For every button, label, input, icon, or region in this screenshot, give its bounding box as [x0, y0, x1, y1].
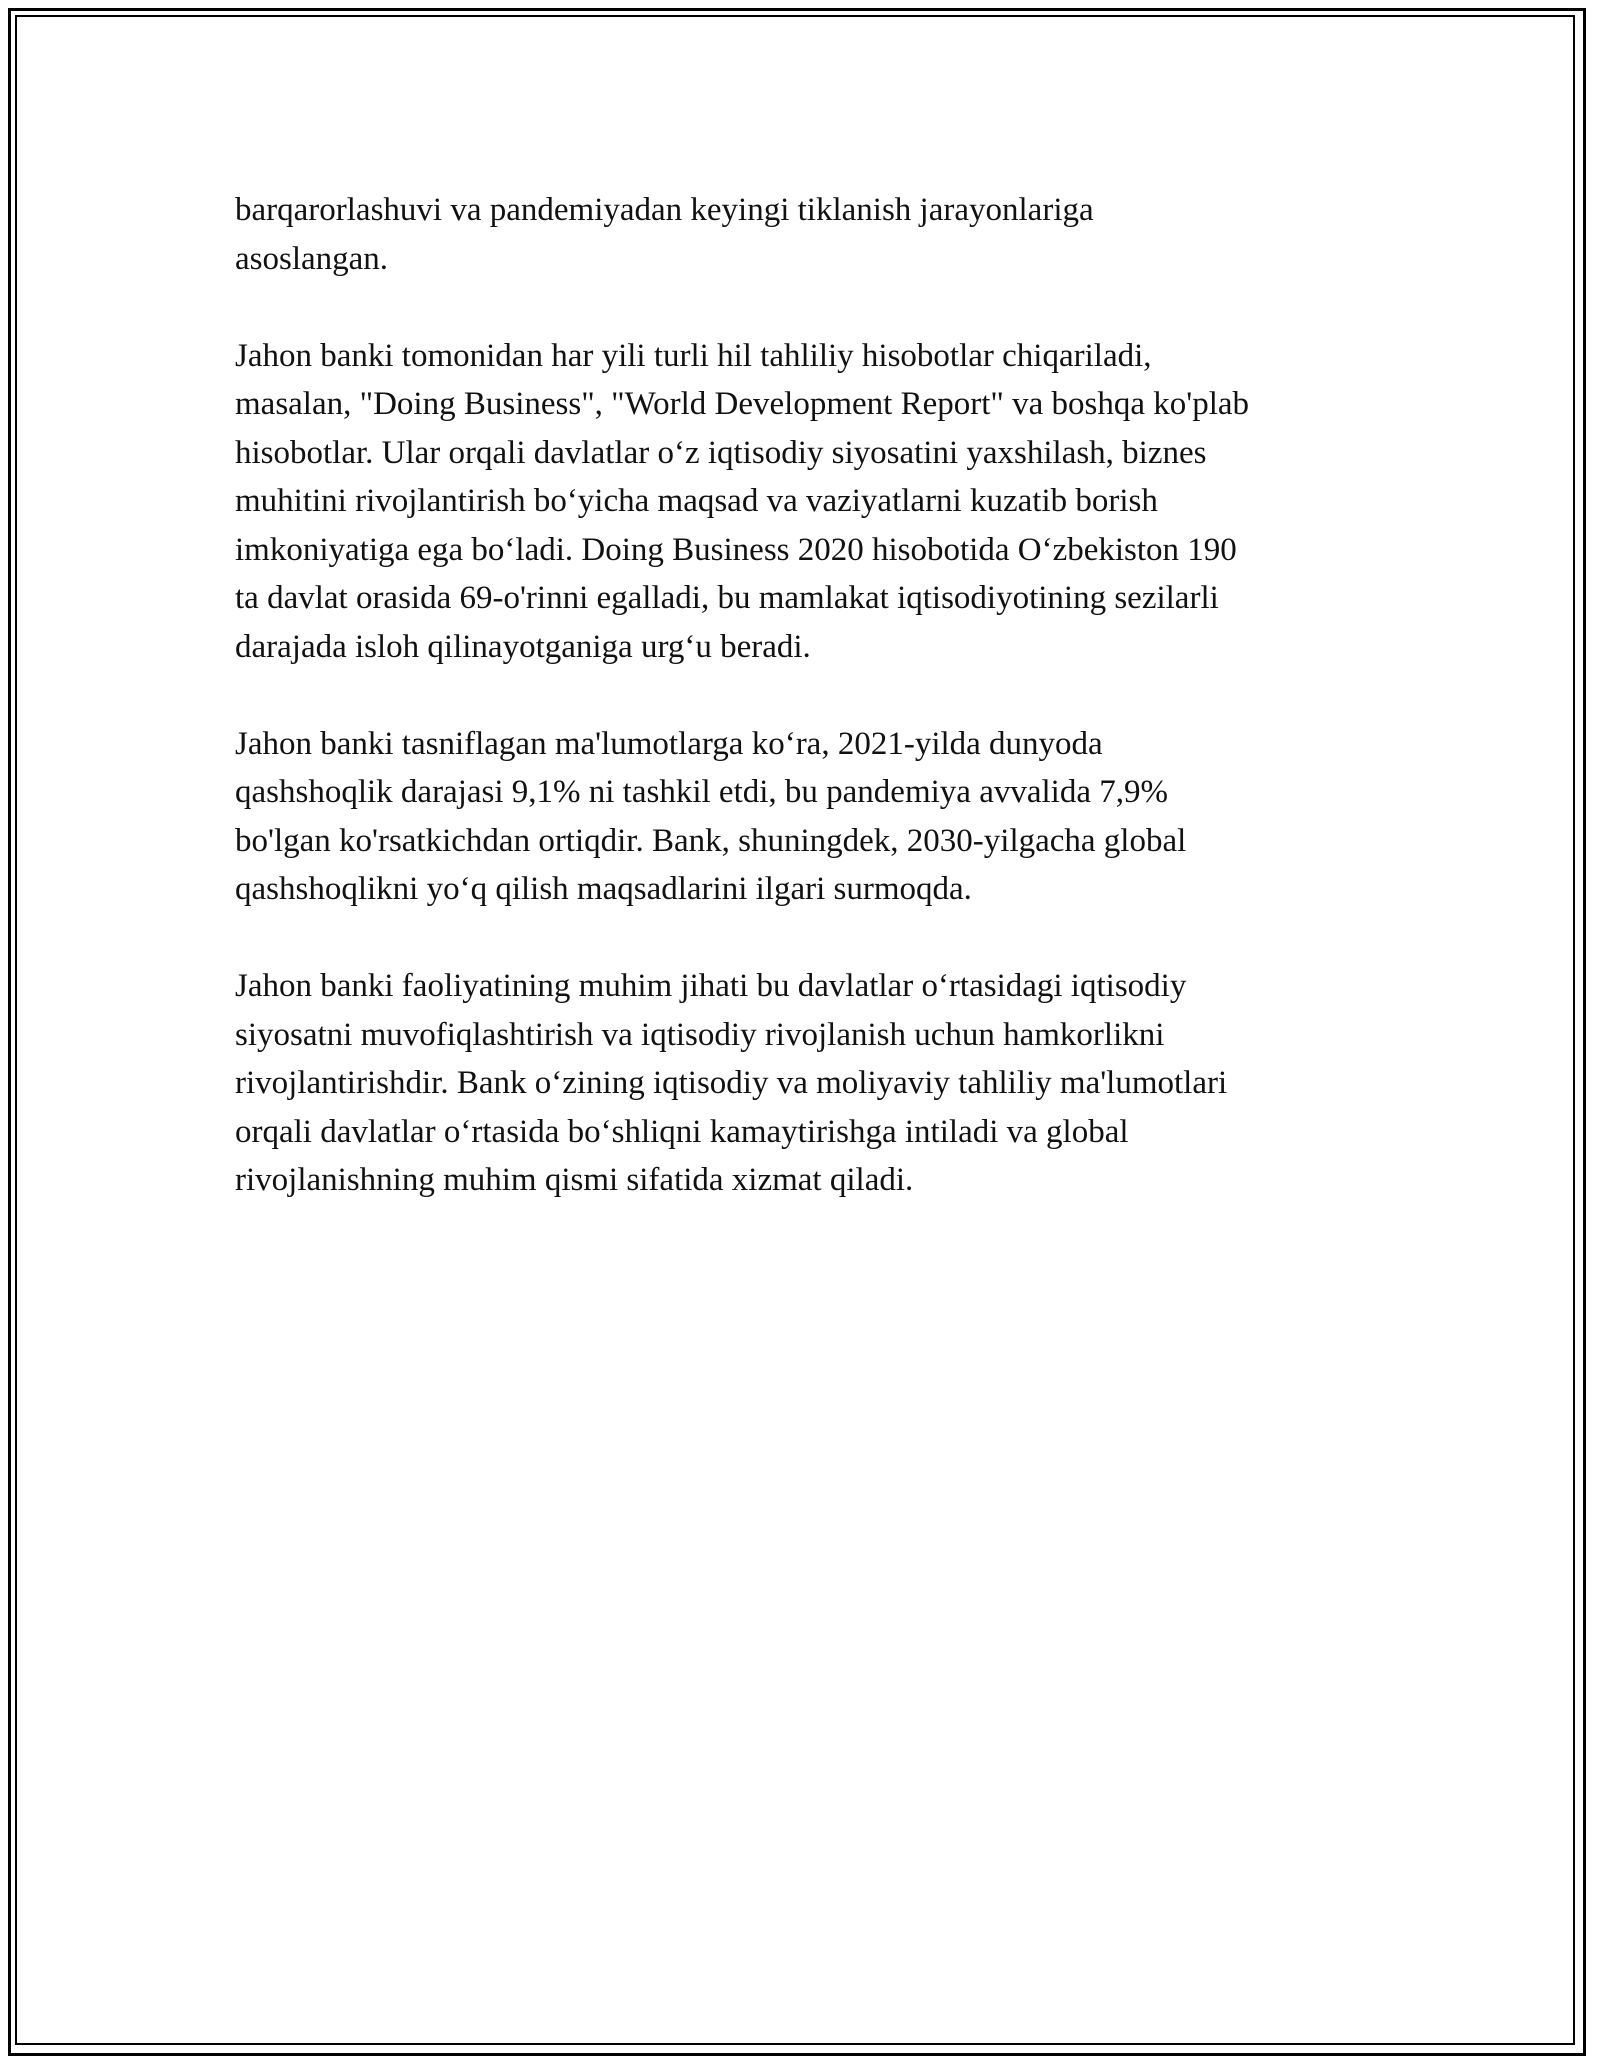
text-line: ta davlat orasida 69-o'rinni egalladi, bu mamlakat iqtisodiyotining sezilarli	[235, 580, 1219, 616]
text-line: muhitini rivojlantirish bo‘yicha maqsad va vaziyatlarni kuzatib borish	[235, 483, 1158, 519]
text-line: qashshoqlikni yo‘q qilish maqsadlarini ilgari surmoqda.	[235, 871, 972, 907]
paragraph-3	[235, 720, 1375, 914]
text-line: darajada isloh qilinayotganiga urg‘u beradi.	[235, 628, 811, 665]
text-line: hisobotlar. Ular orqali davlatlar o‘z iqtisodiy siyosatini yaxshilash, biznes	[235, 434, 1207, 471]
text-line: siyosatni muvofiqlashtirish va iqtisodiy rivojlanish uchun hamkorlikni	[235, 1016, 1165, 1053]
paragraph-1	[235, 186, 1375, 283]
text-line: imkoniyatiga ega bo‘ladi. Doing Business 2020 hisobotida O‘zbekiston 190	[235, 531, 1237, 568]
text-line: Jahon banki tasniflagan ma'lumotlarga ko‘ra, 2021-yilda dunyoda	[235, 725, 1103, 762]
text-line: rivojlantirishdir. Bank o‘zining iqtisodiy va moliyaviy tahliliy ma'lumotlari	[235, 1065, 1228, 1101]
text-line: asoslangan.	[235, 240, 389, 277]
text-line: barqarorlashuvi va pandemiyadan keyingi tiklanish jarayonlariga	[235, 192, 1094, 228]
text-line: Jahon banki faoliyatining muhim jihati bu davlatlar o‘rtasidagi iqtisodiy	[235, 968, 1187, 1004]
document-body	[235, 186, 1375, 1253]
text-line: Jahon banki tomonidan har yili turli hil tahliliy hisobotlar chiqariladi,	[235, 337, 1152, 374]
text-line: rivojlanishning muhim qismi sifatida xizmat qiladi.	[235, 1162, 914, 1198]
paragraph-2	[235, 332, 1375, 672]
text-line: orqali davlatlar o‘rtasida bo‘shliqni kamaytirishga intiladi va global	[235, 1113, 1129, 1150]
text-line: qashshoqlik darajasi 9,1% ni tashkil etdi, bu pandemiya avvalida 7,9%	[235, 774, 1168, 810]
paragraph-4	[235, 962, 1375, 1205]
text-line: bo'lgan ko'rsatkichdan ortiqdir. Bank, shuningdek, 2030-yilgacha global	[235, 822, 1187, 859]
text-line: masalan, "Doing Business", "World Development Report" va boshqa ko'plab	[235, 386, 1250, 422]
